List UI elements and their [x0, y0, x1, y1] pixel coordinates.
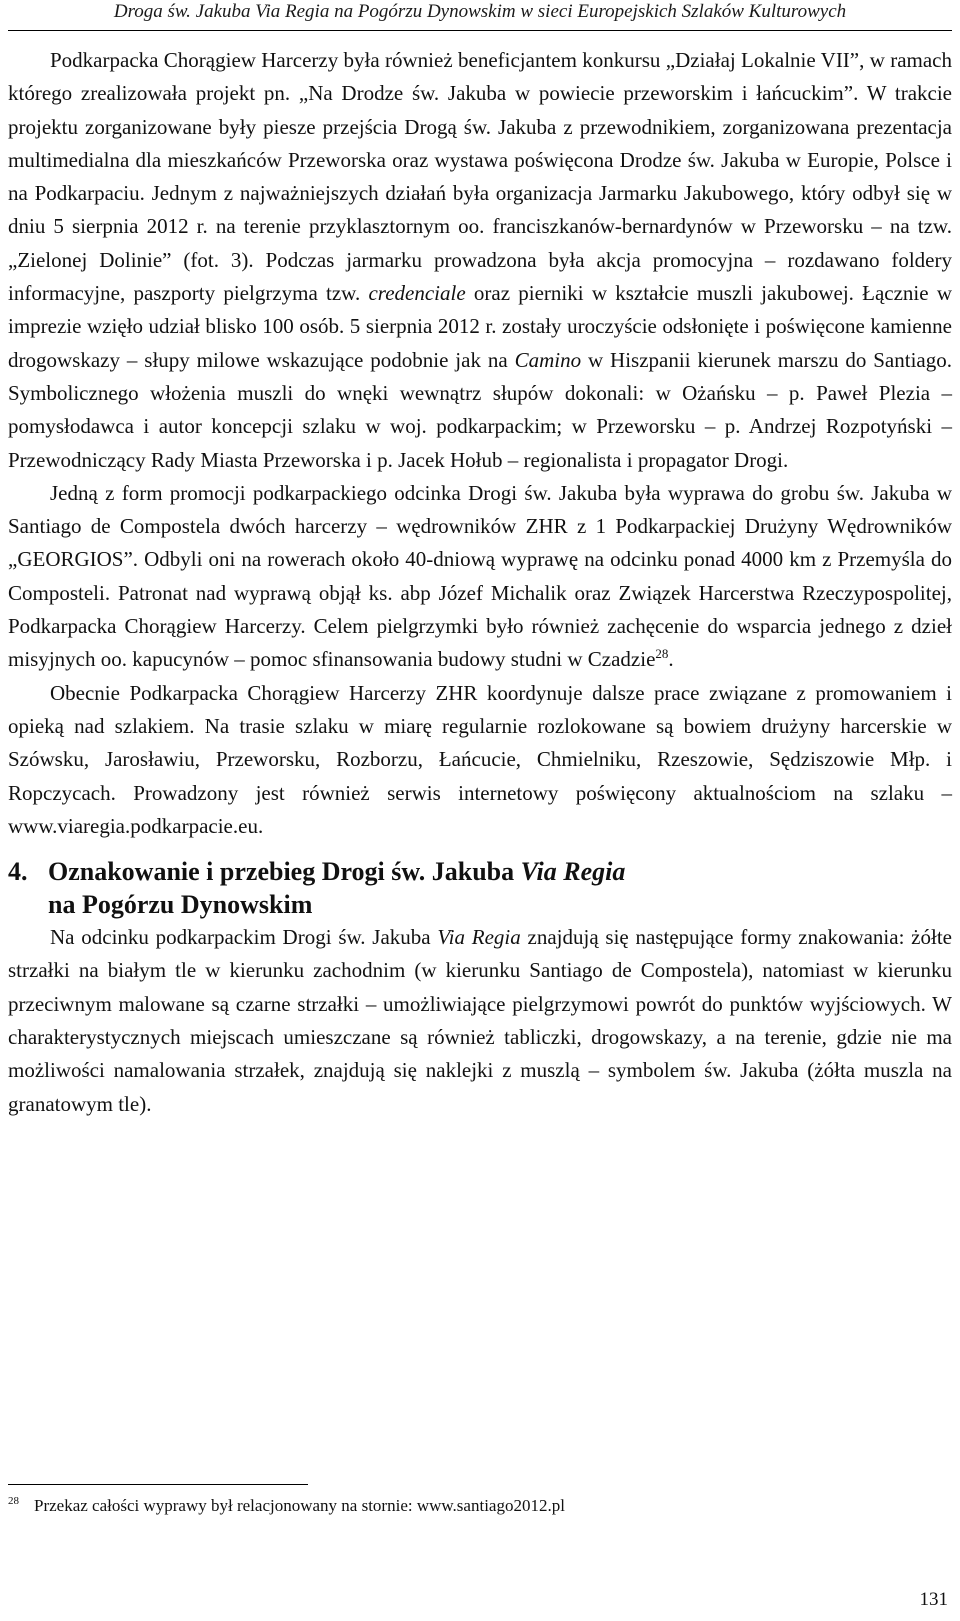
header-rule: [8, 30, 952, 31]
paragraph-1-text-end: w Hiszpanii kierunek marszu do Santiago. Symbolicznego włożenia muszli do wnęki wewnątrz słupów dokonali: w Ożańsku – p. Paweł Plezia – pomysłodawca i autor koncepcji szlaku w woj. podkarpackim; w Przeworsku – p. Andrzej Rozpotyński – Przewodniczący Rady Miasta Przeworska i p. Jacek Hołub – regionalista i propagator Drogi.: [8, 347, 952, 472]
section-title-part-2: na Pogórzu Dynowskim: [48, 890, 313, 920]
paragraph-2-text: Jedną z form promocji podkarpackiego odcinka Drogi św. Jakuba była wyprawa do grobu św. Jakuba w Santiago de Compostela dwóch harcerzy – wędrowników ZHR z 1 Podkarpackiej Drużyny Wędrowników „GEORGIOS”. Odbyli oni na rowerach około 40-dniową wyprawę na odcinku ponad 4000 km z Przemyśla do Composteli. Patronat nad wyprawą objął ks. abp Józef Michalik oraz Związek Harcerstwa Rzeczypospolitej, Podkarpacka Chorągiew Harcerzy. Celem pielgrzymki było również zachęcenie do wsparcia jednego z dzieł misyjnych oo. kapucynów – pomoc sfinansowania budowy studni w Czadzie: [8, 480, 952, 672]
section-heading: [8, 855, 952, 921]
paragraph-2-text-end: .: [668, 647, 674, 672]
section-title: [48, 855, 952, 921]
section-title-part-1: Oznakowanie i przebieg Drogi św. Jakuba: [48, 857, 521, 887]
italic-term-camino: Camino: [514, 347, 582, 372]
page-number: 131: [919, 1589, 948, 1610]
section-title-italic: Via Regia: [520, 857, 626, 887]
footnote-reference[interactable]: 28: [655, 646, 669, 662]
italic-term-via-regia: Via Regia: [437, 925, 521, 950]
paragraph-2: [8, 477, 952, 677]
paragraph-4: [8, 921, 952, 1121]
running-header: Droga św. Jakuba Via Regia na Pogórzu Dynowskim w sieci Europejskich Szlaków Kulturowych: [113, 1, 847, 22]
italic-term-credenciale: credenciale: [368, 281, 466, 306]
paragraph-1-text: Podkarpacka Chorągiew Harcerzy była również beneficjantem konkursu „Działaj Lokalnie VII”, w ramach którego zrealizowała projekt pn. „Na Drodze św. Jakuba w powiecie przeworskim i łańcuckim”. W trakcie projektu zorganizowane były piesze przejścia Drogą św. Jakuba z przewodnikiem, zorganizowana prezentacja multimedialna dla mieszkańców Przeworska oraz wystawa poświęcona Drodze św. Jakuba w Europie, Polsce i na Podkarpaciu. Jednym z najważniejszych działań była organizacja Jarmarku Jakubowego, który odbył się w dniu 5 sierpnia 2012 r. na terenie przyklasztornym oo. franciszkanów-bernardynów w Przeworsku – na tzw. „Zielonej Dolinie” (fot. 3). Podczas jarmarku prowadzona była akcja promocyjna – rozdawano foldery informacyjne, paszporty pielgrzyma tzw.: [8, 48, 952, 306]
paragraph-1-text-continued: oraz pierniki w kształcie muszli jakubowej. Łącznie w imprezie wzięło udział blisko 100 osób. 5 sierpnia 2012 r. zostały uroczyście odsłonięte i poświęcone kamienne drogowskazy – słupy milowe wskazujące podobnie jak na: [8, 281, 952, 372]
paragraph-3: [8, 677, 952, 843]
paragraph-3-text: Obecnie Podkarpacka Chorągiew Harcerzy ZHR koordynuje dalsze prace związane z promowaniem i opieką nad szlakiem. Na trasie szlaku w miarę regularnie rozlokowane są bowiem drużyny harcerskie w Szówsku, Jarosławiu, Przeworsku, Rozborzu, Łańcucie, Chmielniku, Rzeszowie, Sędziszowie Młp. i Ropczycach. Prowadzony jest również serwis internetowy poświęcony aktualnościom na szlaku – www.viaregia.podkarpacie.eu.: [8, 680, 952, 838]
section-number: 4.: [8, 857, 28, 887]
paragraph-4-text-end: znajdują się następujące formy znakowania: żółte strzałki na białym tle w kierunku zachodnim (w kierunku Santiago de Compostela), natomiast w kierunku przeciwnym malowane są czarne strzałki – umożliwiające pielgrzymowi powrót do punktów wyjściowych. W charakterystycznych miejscach umieszczane są również tabliczki, drogowskazy, a na terenie, gdzie nie ma możliwości namalowania strzałek, znajdują się naklejki z muszlą – symbolem św. Jakuba (żółta muszla na granatowym tle).: [8, 925, 952, 1116]
paragraph-1: [8, 44, 952, 477]
body-text: [8, 44, 952, 1121]
footnote-text: Przekaz całości wyprawy był relacjonowany na stornie: www.santiago2012.pl: [34, 1496, 565, 1515]
paragraph-4-text: Na odcinku podkarpackim Drogi św. Jakuba: [50, 925, 438, 950]
footnote: 28 Przekaz całości wyprawy był relacjonowany na stornie: www.santiago2012.pl: [8, 1495, 565, 1515]
footnote-rule: [8, 1484, 308, 1485]
